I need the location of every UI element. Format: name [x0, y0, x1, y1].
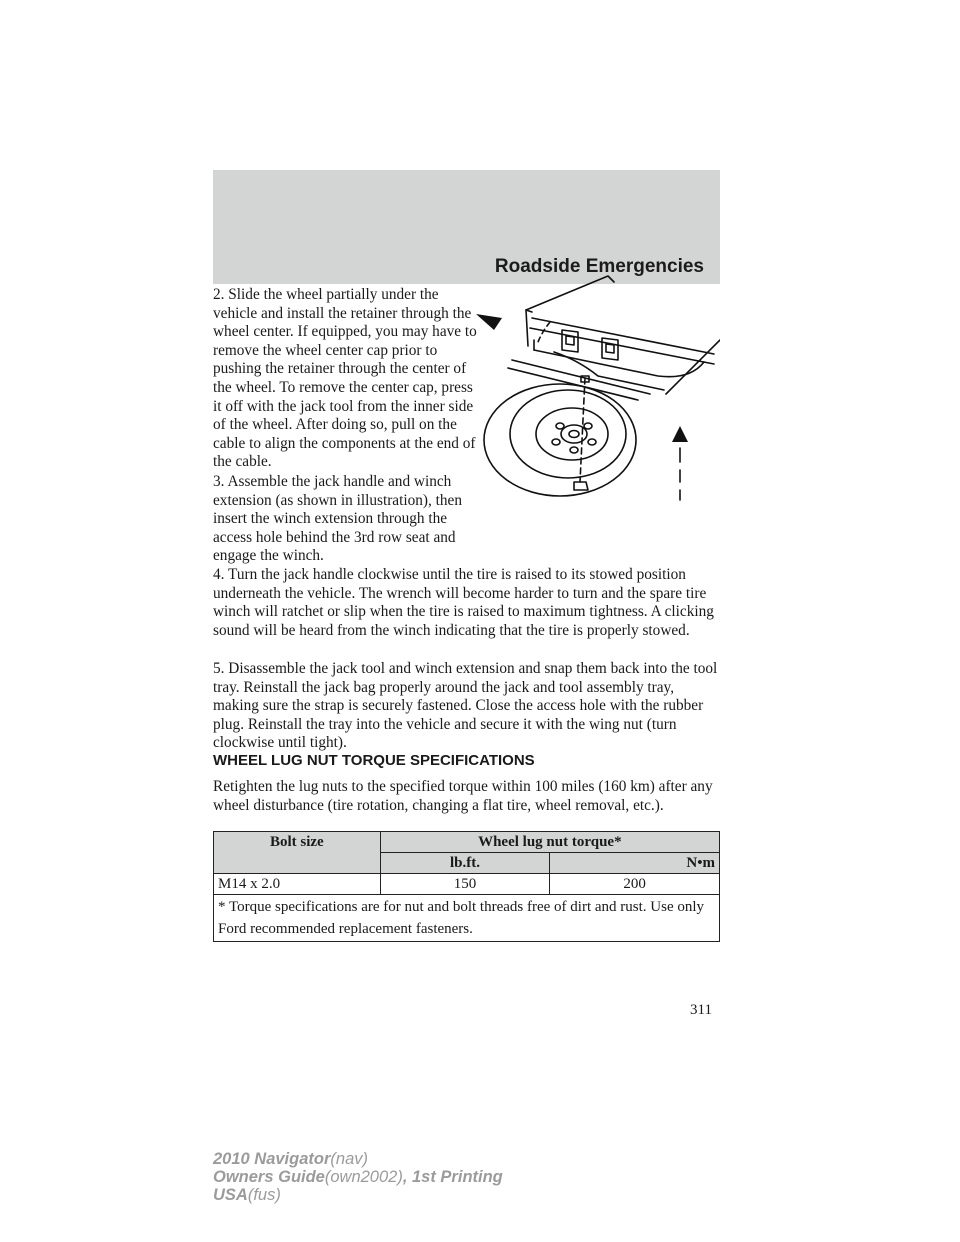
table-row: [214, 874, 720, 895]
bolt-size-value: M14 x 2.0: [214, 874, 381, 895]
footer-region-code: (fus): [247, 1186, 281, 1204]
section-title: Roadside Emergencies: [494, 256, 704, 277]
step-3-text: 3. Assemble the jack handle and winch extension (as shown in illustration), then insert the winch extension through the access hole behind the 3rd row seat and engage the winch.: [213, 473, 462, 565]
torque-table: [213, 831, 720, 942]
left-arrow-icon: [476, 314, 502, 330]
unit-lbft: lb.ft.: [380, 853, 550, 874]
torque-intro: Retighten the lug nuts to the specified torque within 100 miles (160 km) after any wheel disturbance (tire rotation, changing a flat tire, wheel removal, etc.).: [213, 778, 713, 814]
footer-model-code: (nav): [330, 1150, 368, 1168]
torque-footnote: * Torque specifications are for nut and bolt threads free of dirt and rust. Use only Ford recommended replacement fasteners.: [214, 895, 720, 942]
footer: [213, 1150, 503, 1204]
up-arrow-icon: [672, 426, 688, 442]
torque-heading: WHEEL LUG NUT TORQUE SPECIFICATIONS: [213, 752, 535, 769]
unit-nm: N•m: [550, 853, 720, 874]
footer-printing: , 1st Printing: [402, 1168, 503, 1186]
cable-retainer: [574, 482, 588, 490]
footer-guide-code: (own2002): [324, 1168, 403, 1186]
footer-region: USA: [213, 1186, 248, 1204]
col-torque: Wheel lug nut torque*: [380, 832, 719, 853]
page-number: 311: [690, 1002, 712, 1018]
step-4-text: 4. Turn the jack handle clockwise until the tire is raised to its stowed position underneath the vehicle. The wrench will become harder to turn and the spare tire winch will ratchet or slip when the tire is raised to maximum tightness. A clicking sound will be heard from the winch indicating that the tire is properly stowed.: [213, 566, 714, 639]
lbft-value: 150: [380, 874, 550, 895]
step-2-text: 2. Slide the wheel partially under the vehicle and install the retainer through the wheel center. If equipped, you may have to remove the wheel center cap prior to pushing the retainer through the center of the wheel. To remove the center cap, press it off with the jack tool from the inner side of the wheel. After doing so, pull on the cable to align the components at the end of the cable.: [213, 286, 477, 471]
footer-guide: Owners Guide: [213, 1168, 325, 1186]
spare-tire-winch-illustration: [468, 266, 720, 502]
nm-value: 200: [550, 874, 720, 895]
col-bolt-size: Bolt size: [214, 832, 381, 874]
footer-model: 2010 Navigator: [213, 1150, 331, 1168]
winch-cable: [580, 378, 585, 482]
step-5-text: 5. Disassemble the jack tool and winch extension and snap them back into the tool tray. Reinstall the jack bag properly around the jack and tool assembly tray, making sure the strap is securely fastened. Close the access hole with the rubber plug. Reinstall the tray into the vehicle and secure it with the wing nut (turn clockwise until tight).: [213, 660, 718, 752]
